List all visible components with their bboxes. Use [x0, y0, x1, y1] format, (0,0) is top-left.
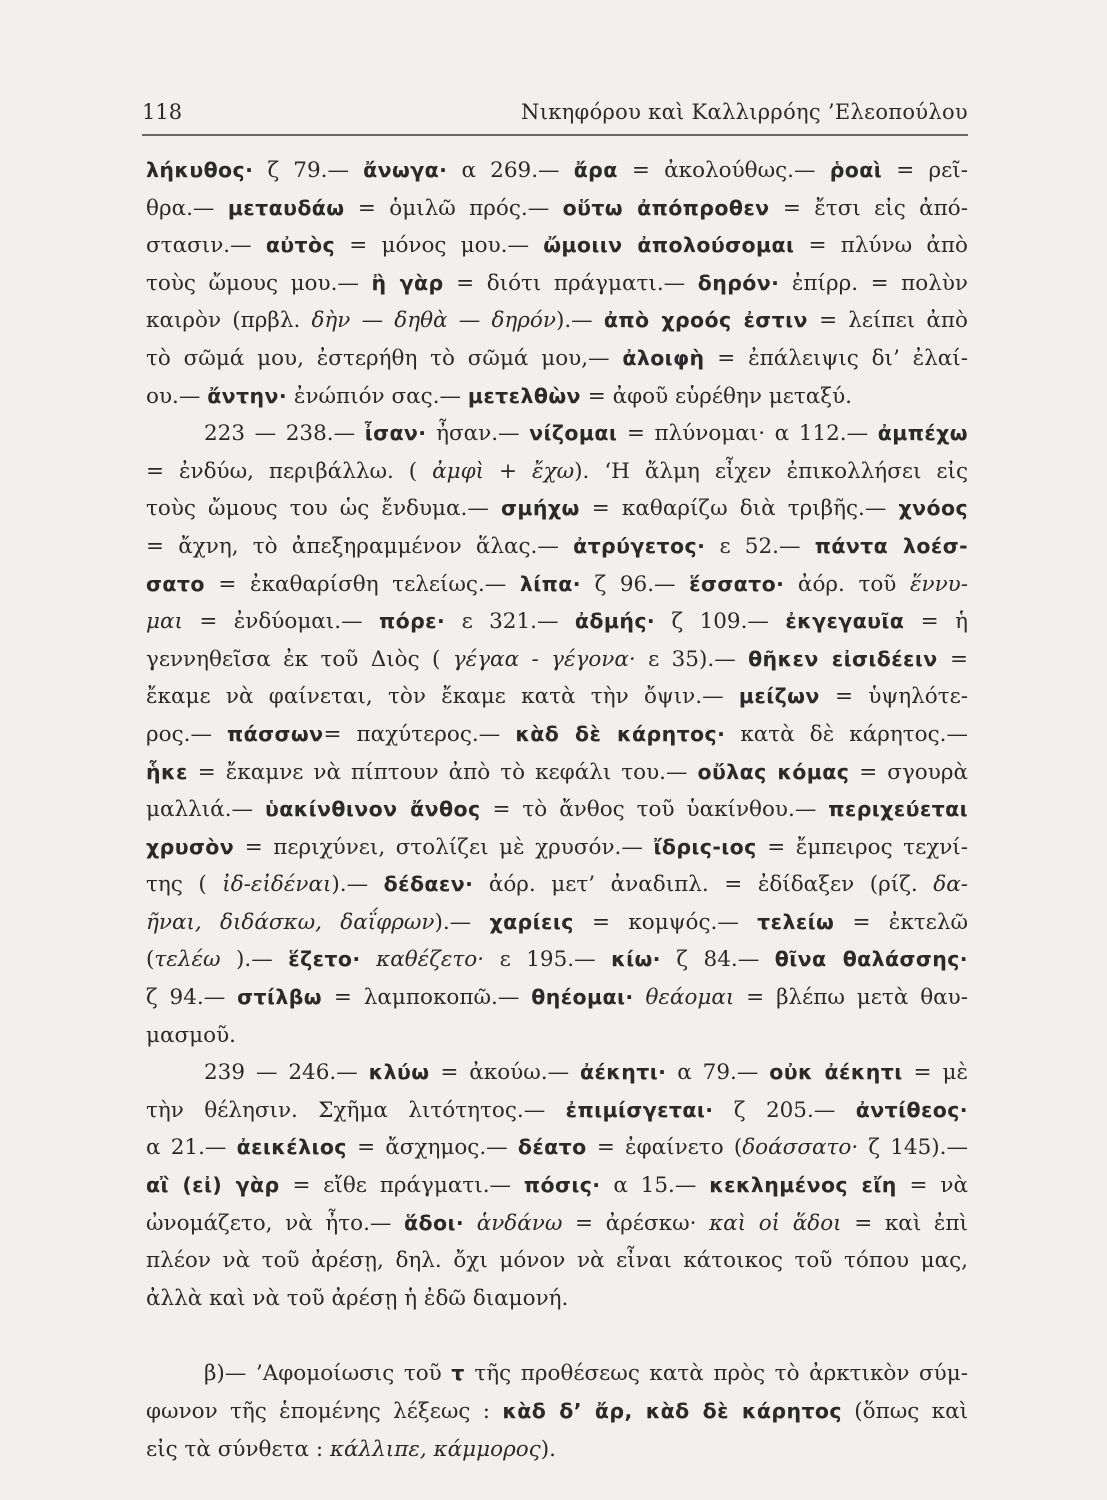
- gloss-text: = ἐκαθαρίσθη τελείως.—: [204, 571, 520, 597]
- gloss-text: φωνον τῆς ἑπομένης λέξεως :: [146, 1399, 503, 1424]
- text-line: [146, 716, 968, 754]
- italic-text: γέγαα - γέγονα·: [440, 646, 636, 672]
- gloss-text: μασμοῦ.: [146, 1022, 236, 1048]
- gloss-text: ε 35).—: [635, 646, 749, 672]
- gloss-text: = ἔμπειρος τεχνί-: [756, 834, 968, 860]
- headword: ἄρα: [573, 158, 618, 182]
- gloss-text: = μόνος μου.—: [335, 233, 544, 259]
- headword: μείζων: [738, 684, 820, 709]
- headword: ὑακίνθινον ἄνθος: [264, 797, 481, 822]
- gloss-text: κατὰ δὲ κάρητος.—: [725, 721, 968, 747]
- gloss-text: = ὁμιλῶ πρός.—: [344, 195, 563, 221]
- gloss-text: = ἀκολούθως.—: [617, 158, 830, 183]
- gloss-text: = λείπει ἀπὸ: [807, 308, 968, 334]
- headword: κλύω: [368, 1060, 430, 1085]
- italic-text: ἁνδάνω: [476, 1210, 563, 1236]
- paragraph-gap: [146, 1317, 968, 1355]
- gloss-text: τὸ σῶμά μου, ἐστερήθη τὸ σῶμά μου,—: [146, 345, 623, 371]
- italic-text: ἰδ-εἰδέναι: [206, 872, 332, 898]
- headword: ἐκγεγαυῖα: [785, 609, 905, 634]
- headword: χαρίεις: [489, 909, 574, 934]
- gloss-text: ε 195.—: [484, 947, 612, 973]
- italic-text: καθέζετο·: [376, 947, 485, 973]
- text-line: [146, 1092, 968, 1130]
- gloss-text: = ἄσχημος.—: [346, 1135, 518, 1161]
- gloss-text: α 15.—: [600, 1173, 710, 1199]
- text-line: [146, 979, 968, 1017]
- gloss-text: α 269.—: [447, 158, 574, 183]
- gloss-text: ἀόρ. τοῦ: [784, 571, 910, 597]
- headword: ἀεικέλιος: [236, 1135, 347, 1160]
- gloss-text: ρος.—: [146, 721, 228, 747]
- gloss-text: γεννηθεῖσα ἐκ τοῦ Διὸς (: [146, 646, 441, 672]
- gloss-text: = ἀρέσκω·: [562, 1210, 710, 1236]
- headword: πόσις·: [523, 1173, 601, 1198]
- gloss-text: της (: [146, 872, 207, 898]
- text-line: [146, 1129, 968, 1167]
- gloss-text: θρα.—: [146, 195, 228, 221]
- gloss-text: τοὺς ὤμους μου.—: [146, 270, 372, 296]
- gloss-text: ).—: [434, 909, 490, 935]
- page-header: [142, 94, 968, 136]
- headword: πάσσων: [227, 721, 324, 746]
- gloss-text: τοὺς ὤμους του ὡς ἔνδυμα.—: [146, 496, 501, 522]
- gloss-text: ἦσαν.—: [426, 421, 530, 447]
- gloss-text: ε 321.—: [445, 609, 575, 635]
- gloss-text: 239 — 246.—: [204, 1060, 369, 1086]
- gloss-text: = ἐπάλειψις δι’ ἐλαί-: [704, 345, 968, 371]
- headword: νίζομαι: [529, 421, 618, 446]
- headword: ἄντην·: [207, 383, 288, 408]
- gloss-text: 223 — 238.—: [204, 421, 365, 447]
- headword: ἕζετο·: [288, 947, 361, 972]
- text-line: [146, 490, 968, 528]
- headword: αἲ (εἰ) γὰρ: [146, 1173, 280, 1198]
- text-line: [146, 904, 968, 942]
- gloss-text: ζ 79.—: [253, 158, 364, 183]
- gloss-text: ἀόρ. μετ’ ἀναδιπλ. = ἐδίδαξεν (ρίζ.: [473, 872, 934, 898]
- text-line: [146, 603, 968, 641]
- headword: αὐτὸς: [265, 233, 336, 258]
- gloss-text: εἰς τὰ σύνθετα :: [146, 1436, 330, 1462]
- gloss-text: = ρεῖ-: [882, 158, 968, 183]
- text-line: [146, 1054, 968, 1092]
- text-line: [146, 866, 968, 904]
- headword: οὕτω ἀπόπροθεν: [562, 195, 770, 220]
- gloss-text: =: [937, 646, 968, 672]
- gloss-text: = παχύτερος.—: [323, 721, 516, 747]
- page-number: 118: [142, 100, 183, 124]
- gloss-text: = καθαρίζω διὰ τριβῆς.—: [579, 496, 899, 522]
- headword: ἴδρις-ιος: [653, 834, 757, 859]
- italic-text: ῆναι, διδάσκω, δαΐφρων: [146, 909, 435, 935]
- gloss-text: = ἀκούω.—: [429, 1060, 580, 1086]
- text-line: [146, 754, 968, 792]
- text-line: [146, 829, 968, 867]
- text-line: [146, 1431, 968, 1469]
- text-line: [146, 152, 968, 190]
- headword: δέατο: [517, 1135, 587, 1160]
- headword: ἢ γὰρ: [371, 270, 444, 295]
- gloss-text: τῆς προθέσεως κατὰ πρὸς τὸ ἀρκτικὸν σύμ-: [464, 1361, 968, 1387]
- headword: σμήχω: [501, 496, 580, 521]
- text-line: [146, 340, 968, 378]
- gloss-text: ).—: [220, 947, 289, 973]
- text-line: [146, 302, 968, 340]
- gloss-text: τὴν θέλησιν. Σχῆμα λιτότητος.—: [146, 1097, 566, 1123]
- headword: μεταυδάω: [227, 195, 345, 220]
- gloss-text: = διότι πράγματι.—: [443, 270, 698, 296]
- gloss-text: = λαμποκοπῶ.—: [322, 985, 532, 1011]
- headword: θῖνα θαλάσσης·: [774, 947, 968, 972]
- headword: ἶσαν·: [364, 421, 427, 446]
- headword: περιχεύεται: [828, 797, 968, 822]
- text-line: [146, 1167, 968, 1205]
- gloss-text: = βλέπω μετὰ θαυ-: [734, 985, 969, 1011]
- gloss-text: = ἡ: [904, 609, 968, 635]
- gloss-text: ). ‘Η ἄλμη εἶχεν ἐπικολλήσει εἰς: [574, 458, 969, 484]
- headword: ἀπὸ χροός ἐστιν: [603, 308, 808, 333]
- gloss-text: ζ 109.—: [655, 609, 786, 635]
- italic-text: ἀμφὶ + ἔχω: [417, 458, 575, 484]
- gloss-text: = περιχύνει, στολίζει μὲ χρυσόν.—: [234, 834, 654, 860]
- gloss-text: = μὲ: [902, 1060, 968, 1086]
- gloss-text: = ἄχνη, τὸ ἀπεξηραμμένον ἅλας.—: [146, 533, 574, 559]
- italic-text: κάλλιπε, κάμμορος: [329, 1436, 541, 1462]
- headword: πάντα λοέσ-: [814, 533, 968, 558]
- gloss-text: ἔκαμε νὰ φαίνεται, τὸν ἔκαμε κατὰ τὴν ὄψιν.—: [146, 684, 739, 710]
- gloss-text: ζ 145).—: [858, 1135, 968, 1161]
- headword: ἀλοιφὴ: [622, 345, 705, 370]
- italic-text: δα-: [933, 872, 968, 898]
- gloss-text: ε 52.—: [705, 533, 815, 559]
- headword: χρυσὸν: [146, 834, 235, 859]
- headword: ὤμοιιν ἀπολούσομαι: [543, 233, 795, 258]
- gloss-text: μαλλιά.—: [146, 797, 265, 823]
- headword: μετελθὼν: [467, 383, 581, 408]
- italic-text: δὴν — δηθὰ — δηρόν: [311, 308, 556, 334]
- gloss-text: στασιν.—: [146, 233, 266, 259]
- text-line: [146, 227, 968, 265]
- headword: λίπα·: [519, 571, 581, 596]
- gloss-text: ).—: [331, 872, 384, 898]
- gloss-text: ἐπίρρ. = πολὺν: [779, 270, 968, 296]
- headword: κίω·: [611, 947, 661, 972]
- gloss-text: = ἔκαμνε νὰ πίπτουν ἀπὸ τὸ κεφάλι του.—: [187, 759, 698, 785]
- headword: δηρόν·: [697, 270, 780, 295]
- italic-text: θεάομαι: [645, 985, 735, 1011]
- gloss-text: α 21.—: [146, 1135, 237, 1161]
- gloss-text: (ὅπως καὶ: [841, 1399, 969, 1424]
- gloss-text: (: [146, 947, 155, 973]
- gloss-text: ζ 205.—: [713, 1097, 856, 1123]
- headword: κεκλημένος εἴη: [709, 1173, 897, 1198]
- gloss-text: α 79.—: [666, 1060, 770, 1086]
- headword: ἀδμής·: [574, 609, 656, 634]
- headword: θηέομαι·: [531, 985, 634, 1010]
- headword: κὰδ δὲ κάρητος·: [515, 721, 726, 746]
- headword: ἕσσατο·: [689, 571, 785, 596]
- text-line: [146, 265, 968, 303]
- gloss-text: = τὸ ἄνθος τοῦ ὑακίνθου.—: [480, 797, 829, 823]
- gloss-text: πλέον νὰ τοῦ ἀρέσῃ, δηλ. ὄχι μόνον νὰ εἶναι κάτοικος τοῦ τόπου μας,: [146, 1248, 968, 1274]
- gloss-text: ὠνομάζετο, νὰ ἦτο.—: [146, 1210, 405, 1236]
- gloss-text: = κομψός.—: [573, 909, 758, 935]
- gloss-text: καιρὸν (πρβλ.: [146, 308, 312, 334]
- text-line: [146, 791, 968, 829]
- gloss-text: = νὰ: [896, 1173, 968, 1199]
- text-line: [146, 641, 968, 679]
- glossary-text: [146, 152, 968, 1468]
- gloss-text: β)— ’Αφομοίωσις τοῦ: [204, 1361, 452, 1387]
- text-line: [146, 1205, 968, 1243]
- text-line: [146, 190, 968, 228]
- text-line: [146, 1242, 968, 1280]
- headword: ἀντίθεος·: [855, 1097, 968, 1122]
- gloss-text: ζ 84.—: [660, 947, 775, 973]
- gloss-text: = σγουρὰ: [849, 759, 968, 785]
- gloss-text: ).—: [555, 308, 604, 334]
- gloss-text: ἀλλὰ καὶ νὰ τοῦ ἀρέσῃ ἡ ἐδῶ διαμονή.: [146, 1285, 569, 1311]
- italic-text: δοάσσατο·: [742, 1135, 859, 1161]
- gloss-text: = ὑψηλότε-: [819, 684, 968, 710]
- gloss-text: ).: [540, 1436, 556, 1462]
- gloss-text: = πλύνομαι· α 112.—: [617, 421, 878, 447]
- gloss-text: = ἐκτελῶ: [834, 909, 968, 935]
- gloss-text: [464, 1211, 477, 1236]
- italic-text: μαι: [146, 609, 183, 635]
- gloss-text: ζ 94.—: [146, 985, 238, 1011]
- headword: χνόος: [898, 496, 968, 521]
- gloss-text: = ἐνδύω, περιβάλλω. (: [146, 458, 418, 484]
- text-line: [146, 1280, 968, 1318]
- headword: ἀτρύγετος·: [573, 533, 706, 558]
- gloss-text: = εἴθε πράγματι.—: [279, 1173, 524, 1199]
- headword: ἀέκητι·: [580, 1060, 667, 1085]
- gloss-text: ἐνώπιόν σας.—: [287, 383, 468, 409]
- headword: στίλβω: [237, 985, 323, 1010]
- gloss-text: = ἐφαίνετο (: [586, 1135, 743, 1161]
- gloss-text: = καὶ ἐπὶ: [841, 1210, 968, 1236]
- text-line: [146, 1355, 968, 1393]
- text-line: [146, 528, 968, 566]
- gloss-text: ζ 96.—: [580, 571, 690, 597]
- headword: ἧκε: [146, 759, 188, 784]
- headword: κὰδ δ’ ἄρ, κὰδ δὲ κάρητος: [502, 1399, 842, 1423]
- headword: τελείω: [757, 909, 835, 934]
- gloss-text: = ἀφοῦ εὑρέθην μεταξύ.: [580, 383, 852, 409]
- italic-text: ἕννυ-: [909, 571, 968, 597]
- headword: πόρε·: [378, 609, 446, 634]
- headword: οὔλας κόμας: [697, 759, 850, 784]
- gloss-text: [634, 985, 646, 1010]
- text-line: [146, 1017, 968, 1055]
- italic-text: καὶ οἱ ἅδοι: [709, 1210, 842, 1236]
- text-line: [146, 453, 968, 491]
- text-line: [146, 1393, 968, 1431]
- gloss-text: = ἐνδύομαι.—: [182, 609, 379, 635]
- headword: ἐπιμίσγεται·: [565, 1097, 714, 1122]
- gloss-text: ου.—: [146, 383, 208, 409]
- headword: οὐκ ἀέκητι: [769, 1060, 903, 1085]
- text-line: [146, 378, 968, 416]
- headword: θῆκεν εἰσιδέειν: [748, 646, 938, 671]
- text-line: [146, 941, 968, 979]
- headword: ἀμπέχω: [877, 421, 968, 446]
- headword: τ: [451, 1361, 465, 1386]
- gloss-text: = ἔτσι εἰς ἀπό-: [769, 195, 968, 221]
- text-line: [146, 415, 968, 453]
- headword: ἄνωγα·: [363, 158, 448, 182]
- italic-text: τελέω: [154, 947, 221, 973]
- headword: δέδαεν·: [383, 872, 474, 897]
- text-line: [146, 566, 968, 604]
- headword: ῥοαὶ: [829, 158, 883, 182]
- headword: ἅδοι·: [404, 1210, 465, 1235]
- text-line: [146, 678, 968, 716]
- running-head: Νικηφόρου καὶ Καλλιρρόης ’Ελεοπούλου: [521, 100, 968, 124]
- gloss-text: = πλύνω ἀπὸ: [794, 233, 968, 259]
- headword: σατο: [146, 571, 205, 596]
- headword: λήκυθος·: [146, 158, 254, 182]
- gloss-text: [361, 947, 377, 972]
